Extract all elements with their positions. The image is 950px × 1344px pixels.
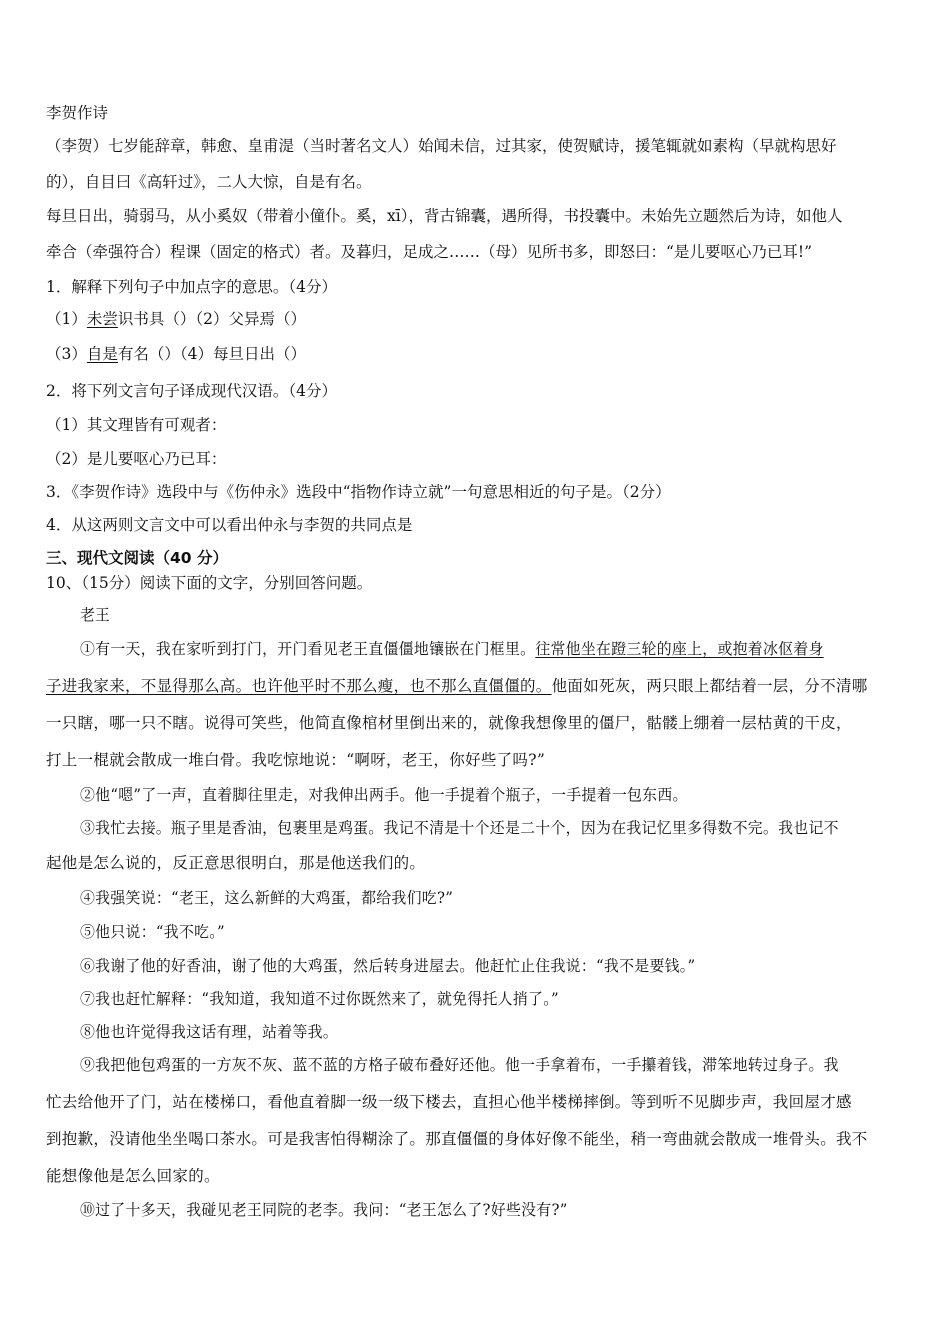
question-1-stem: 1．解释下列句子中加点字的意思。（4分）	[46, 278, 337, 296]
paragraph-4: ④我强笑说：“老王，这么新鲜的大鸡蛋，都给我们吃?”	[80, 889, 454, 907]
question-4: 4．从这两则文言文中可以看出仲永与李贺的共同点是	[46, 516, 413, 534]
paragraph-9-line: 忙去给他开了门，站在楼梯口，看他直着脚一级一级下楼去，直担心他半楼梯摔倒。等到听不见脚步声，我回屋才感	[46, 1093, 852, 1111]
question-1-line-1	[46, 309, 908, 329]
question-2-stem: 2．将下列文言句子译成现代汉语。（4分）	[46, 382, 337, 400]
classical-text-line: （李贺）七岁能辞章，韩愈、皇甫湜（当时著名文人）始闻未信，过其家，使贺赋诗，援笔辄就如素构（早就构思好	[46, 137, 837, 155]
paragraph-7: ⑦我也赶忙解释：“我知道，我知道不过你既然来了，就免得托人捎了。”	[80, 990, 559, 1008]
underlined-sentence: 子进我家来，不显得那么高。也许他平时不那么瘦，也不那么直僵僵的。	[46, 677, 552, 695]
paragraph-9-line: 能想像他是怎么回家的。	[46, 1167, 220, 1185]
paragraph-1-line	[46, 676, 908, 696]
question-10-stem: 10、（15分）阅读下面的文字，分别回答问题。	[46, 574, 373, 592]
question-1-line-2	[46, 344, 908, 364]
paragraph-1-line	[80, 639, 908, 659]
paragraph-1-line: 一只瞎，哪一只不瞎。说得可笑些，他简直像棺材里倒出来的，就像我想像里的僵尸，骷髅上绷着一层枯黄的干皮，	[46, 714, 852, 732]
paragraph-10: ⑩过了十多天，我碰见老王同院的老李。我问：“老王怎么了?好些没有?”	[80, 1201, 568, 1219]
paragraph-6: ⑥我谢了他的好香油，谢了他的大鸡蛋，然后转身进屋去。他赶忙止住我说：“我不是要钱。”	[80, 957, 696, 975]
paragraph-1-line: 打上一棍就会散成一堆白骨。我吃惊地说：“啊呀，老王，你好些了吗?”	[46, 751, 546, 769]
paragraph-5: ⑤他只说：“我不吃。”	[80, 923, 225, 941]
item-label: （1）	[46, 310, 87, 328]
paragraph-2: ②他“嗯”了一声，直着脚往里走，对我伸出两手。他一手提着个瓶子，一手提着一包东西。	[80, 786, 688, 804]
paragraph-9-line: 到抱歉，没请他坐坐喝口茶水。可是我害怕得糊涂了。那直僵僵的身体好像不能坐，稍一弯曲就会散成一堆骨头。我不	[46, 1130, 868, 1148]
underlined-term: 自是	[86, 345, 118, 363]
question-2-item-2: （2）是儿要呕心乃已耳：	[46, 450, 227, 468]
essay-title: 老王	[80, 606, 110, 624]
paragraph-9-line: ⑨我把他包鸡蛋的一方灰不灰、蓝不蓝的方格子破布叠好还他。他一手拿着布，一手攥着钱，滞笨地转过身子。我	[80, 1056, 839, 1074]
paragraph-3-line: ③我忙去接。瓶子里是香油，包裹里是鸡蛋。我记不清是十个还是二十个，因为在我记忆里多得数不完。我也记不	[80, 819, 839, 837]
question-2-item-1: （1）其文理皆有可观者：	[46, 416, 227, 434]
paragraph-text: 他面如死灰，两只眼上都结着一层，分不清哪	[551, 677, 868, 695]
poem-title: 李贺作诗	[46, 104, 109, 122]
paragraph-text: ①有一天，我在家听到打门，开门看见老王直僵僵地镶嵌在门框里。	[80, 640, 536, 658]
classical-text-line: 的），自目曰《高轩过》，二人大惊，自是有名。	[46, 173, 372, 191]
item-label: （3）	[46, 345, 87, 363]
underlined-term: 未尝	[86, 310, 118, 328]
question-3: 3．《李贺作诗》选段中与《伤仲永》选段中“指物作诗立就”一句意思相近的句子是。（2分）	[46, 483, 671, 501]
classical-text-line: 牵合（牵强符合）程课（固定的格式）者。及暮归，足成之……（母）见所书多，即怒曰：“是儿要呕心乃已耳!”	[46, 243, 813, 261]
paragraph-3-line: 起他是怎么说的，反正意思很明白，那是他送我们的。	[46, 854, 426, 872]
item-text: 有名（）（4）每旦日出（）	[117, 345, 307, 363]
section-heading: 三、现代文阅读（40 分）	[46, 549, 228, 567]
paragraph-8: ⑧他也许觉得我这话有理，站着等我。	[80, 1023, 339, 1041]
underlined-sentence: 往常他坐在蹬三轮的座上，或抱着冰伛着身	[535, 640, 824, 658]
classical-text-line: 每旦日出，骑弱马，从小奚奴（带着小僮仆。奚，xī），背古锦囊，遇所得，书投囊中。未始先立题然后为诗，如他人	[46, 207, 843, 225]
item-text: 识书具（）（2）父异焉（）	[117, 310, 307, 328]
